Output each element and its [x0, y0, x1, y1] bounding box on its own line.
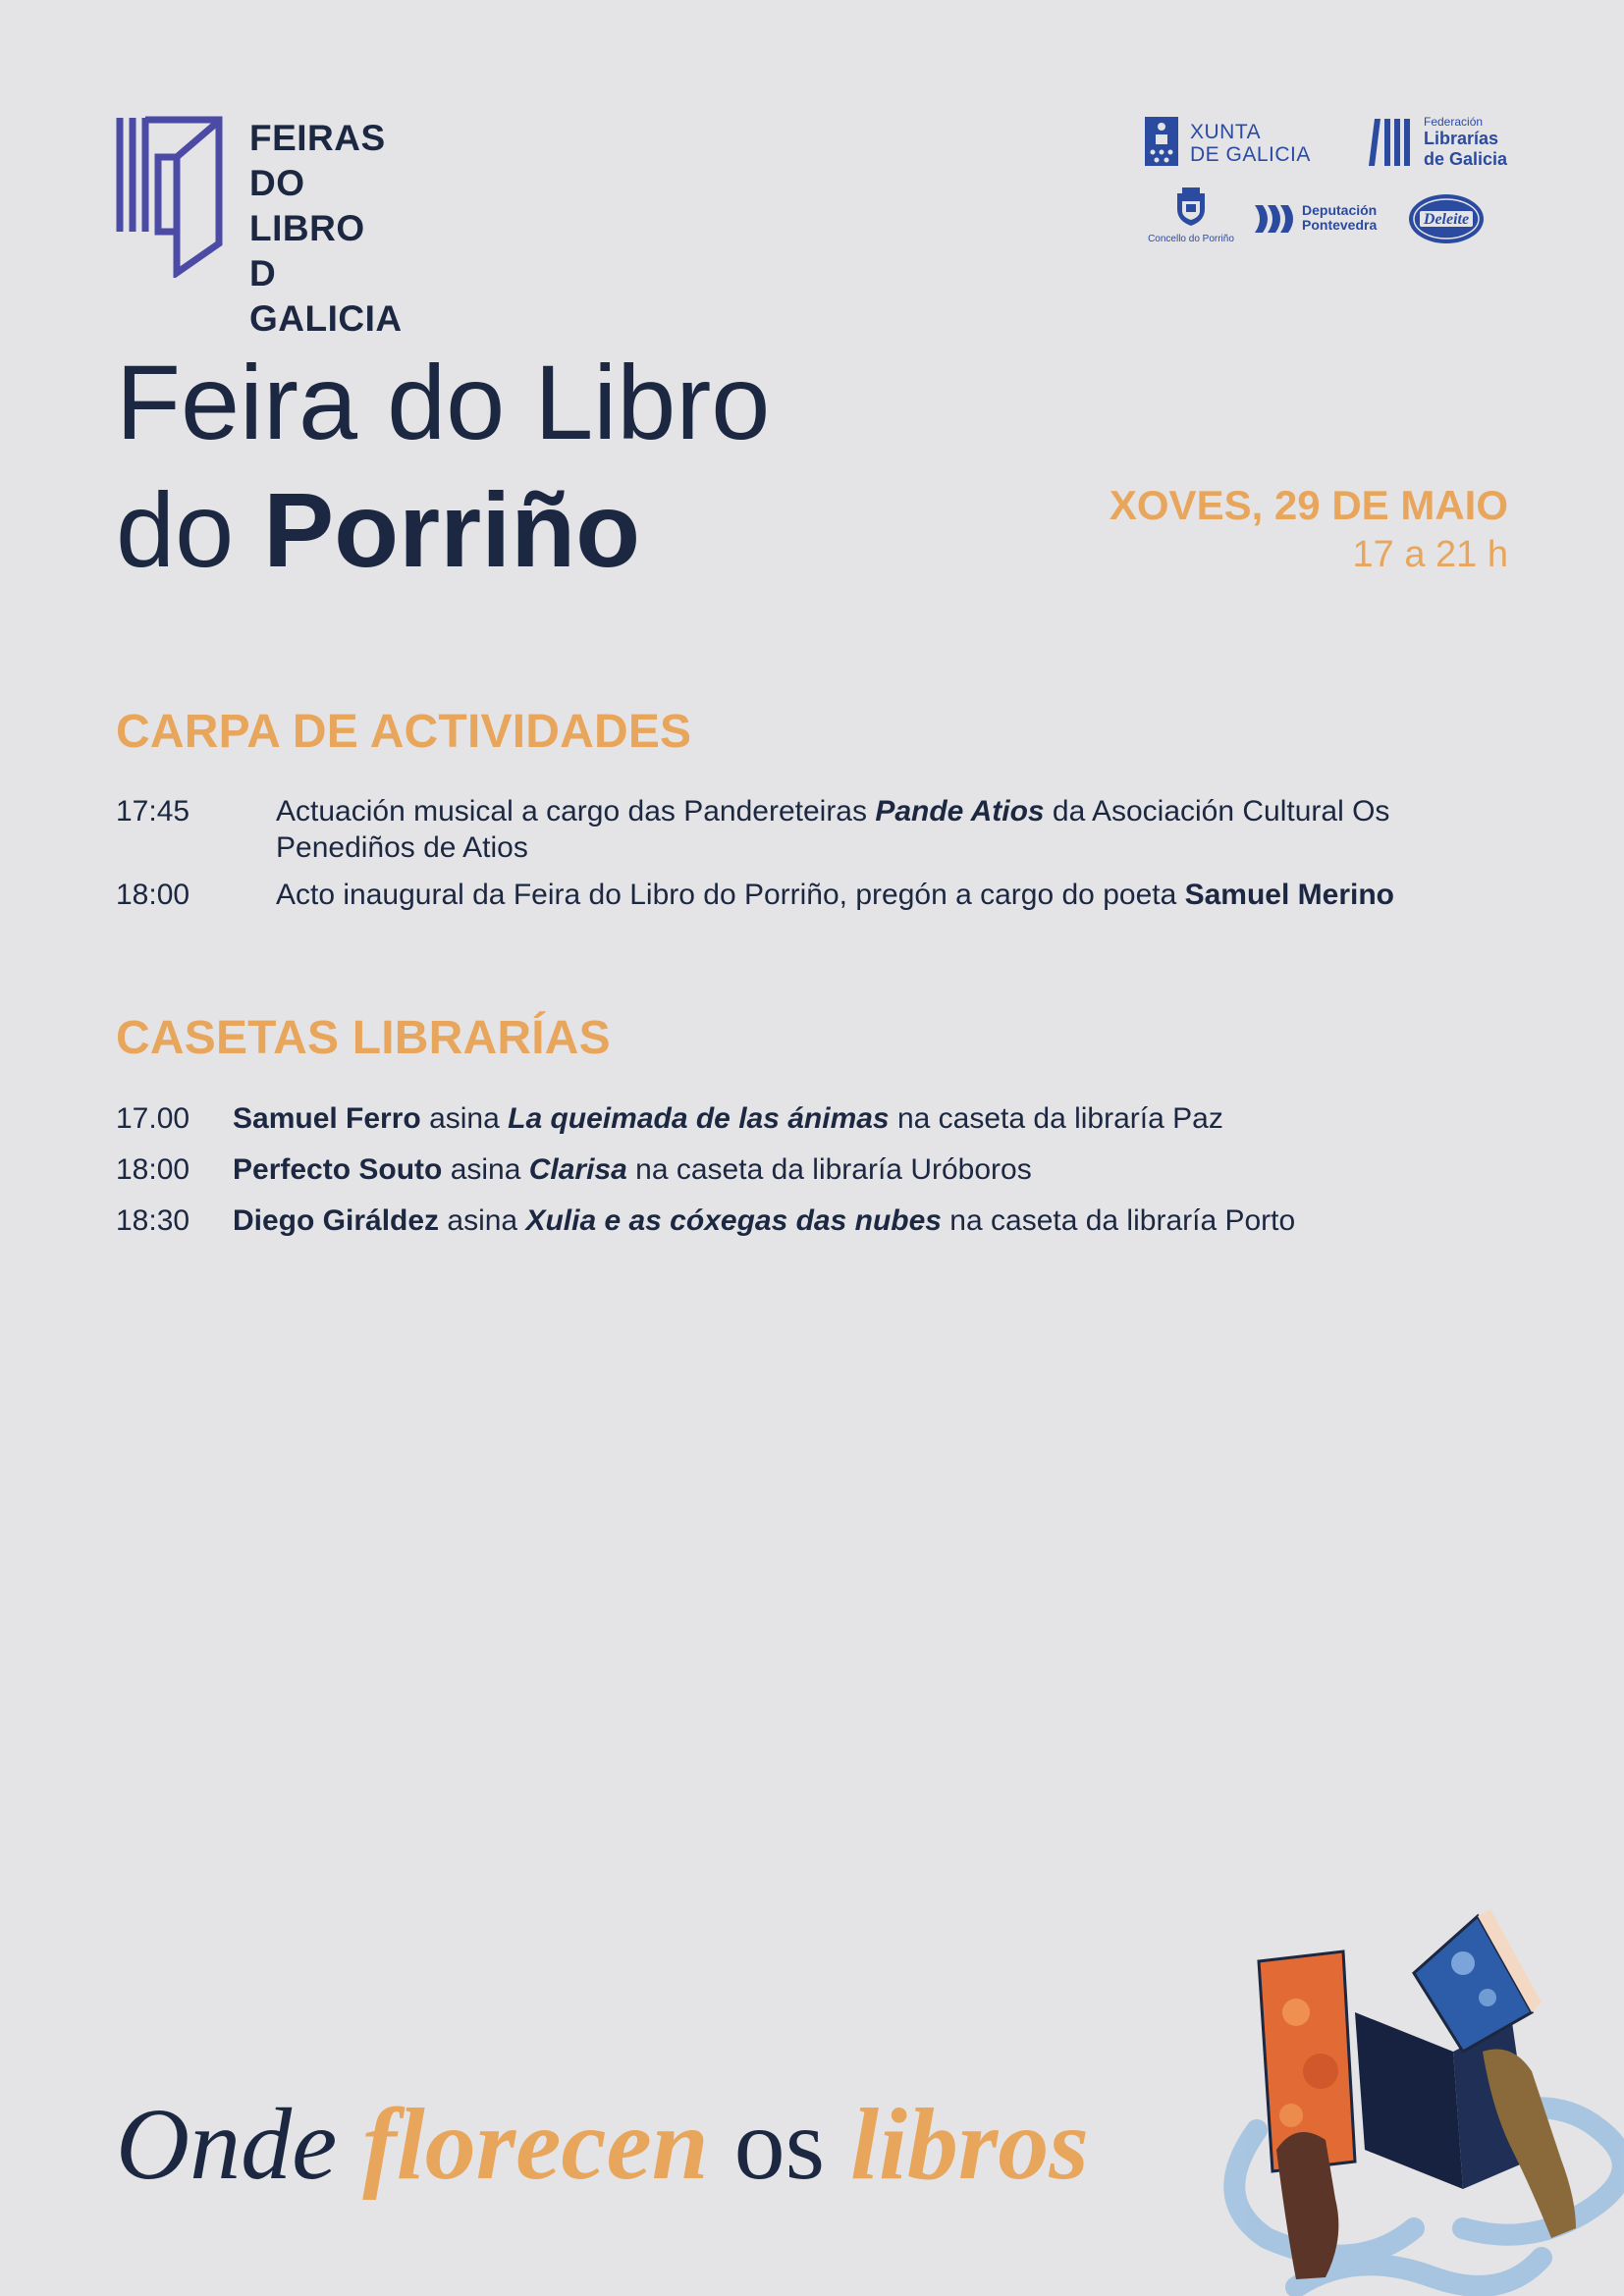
title-line-1: Feira do Libro [116, 343, 771, 461]
item-group-name: Pande Atios [875, 795, 1045, 828]
deputacion-chevrons-icon [1255, 203, 1298, 235]
item-text: Acto inaugural da Feira do Libro do Porriño, pregón a cargo do poeta [276, 879, 1185, 911]
signing-location: na caseta da libraría Porto [941, 1204, 1296, 1237]
slogan-word-os: os [708, 2088, 851, 2201]
signing-description [233, 1151, 1509, 1188]
item-time: 18:00 [116, 879, 190, 911]
event-day: XOVES, 29 DE MAIO [1109, 482, 1508, 528]
signing-location: na caseta da libraría Paz [889, 1102, 1223, 1135]
signing-author: Perfecto Souto [233, 1153, 443, 1186]
concello-crest-icon [1174, 187, 1208, 227]
signing-description [233, 1100, 1509, 1137]
xunta-logo [1145, 117, 1322, 168]
slogan [116, 2081, 1089, 2209]
section-title-carpa: CARPA DE ACTIVIDADES [116, 706, 692, 758]
concello-label: Concello do Porriño [1148, 234, 1234, 244]
federacion-line-1: Librarías [1424, 129, 1499, 148]
xunta-line-1: XUNTA [1190, 121, 1262, 143]
title-prefix: do [116, 470, 264, 589]
signing-time: 17.00 [116, 1102, 190, 1135]
title-line-2 [116, 466, 770, 594]
signing-verb: asina [442, 1153, 529, 1186]
item-poet-name: Samuel Merino [1184, 879, 1394, 911]
federacion-small-label: Federación [1424, 115, 1484, 129]
signing-book: La queimada de las ánimas [508, 1102, 890, 1135]
signing-time: 18:30 [116, 1204, 190, 1237]
concello-logo [1147, 187, 1235, 246]
logo-line-3: D GALICIA [249, 253, 403, 339]
page-title [116, 339, 770, 594]
signing-book: Clarisa [528, 1153, 627, 1186]
xunta-line-2: DE GALICIA [1190, 143, 1311, 166]
festival-logo [116, 116, 430, 339]
signing-verb: asina [420, 1102, 509, 1135]
federacion-librarias-logo [1367, 115, 1514, 170]
blue-book-icon [1414, 1909, 1542, 2052]
slogan-word-florecen: florecen [362, 2088, 709, 2201]
item-time: 17:45 [116, 795, 190, 828]
item-description [276, 877, 1454, 913]
deputacion-line-1: Deputación [1302, 202, 1378, 218]
deputacion-line-2: Pontevedra [1302, 217, 1378, 233]
logo-line-1: FEIRAS [249, 118, 386, 158]
galicia-shield-icon [1145, 117, 1178, 166]
slogan-word-onde: Onde [116, 2088, 363, 2201]
hands-holding-books-illustration [1218, 1904, 1624, 2296]
deleite-label: Deleite [1423, 211, 1470, 228]
section-title-casetas: CASETAS LIBRARÍAS [116, 1012, 611, 1064]
signing-description [233, 1202, 1509, 1239]
signing-book: Xulia e as cóxegas das nubes [525, 1204, 942, 1237]
slogan-word-libros: libros [850, 2088, 1089, 2201]
item-text: Actuación musical a cargo das Pandereteiras [276, 795, 876, 828]
deleite-logo [1406, 191, 1487, 246]
event-hours: 17 a 21 h [1352, 534, 1508, 575]
signing-location: na caseta da libraría Uróboros [626, 1153, 1032, 1186]
signing-verb: asina [439, 1204, 526, 1237]
item-text-end: da Asociación Cultural Os Penediños de Atios [276, 795, 1390, 864]
title-place: Porriño [263, 470, 641, 589]
book-door-logo-icon [116, 116, 224, 278]
deputacion-logo [1255, 201, 1382, 240]
logo-line-2: DO LIBRO [249, 163, 365, 248]
federacion-bars-icon [1367, 119, 1412, 166]
signing-author: Samuel Ferro [233, 1102, 421, 1135]
sponsor-logos [1139, 113, 1512, 250]
event-date [1110, 479, 1508, 577]
signing-time: 18:00 [116, 1153, 190, 1186]
signing-author: Diego Giráldez [233, 1204, 440, 1237]
federacion-line-2: de Galicia [1424, 149, 1508, 169]
festival-logo-text [249, 116, 430, 342]
item-description [276, 793, 1454, 866]
